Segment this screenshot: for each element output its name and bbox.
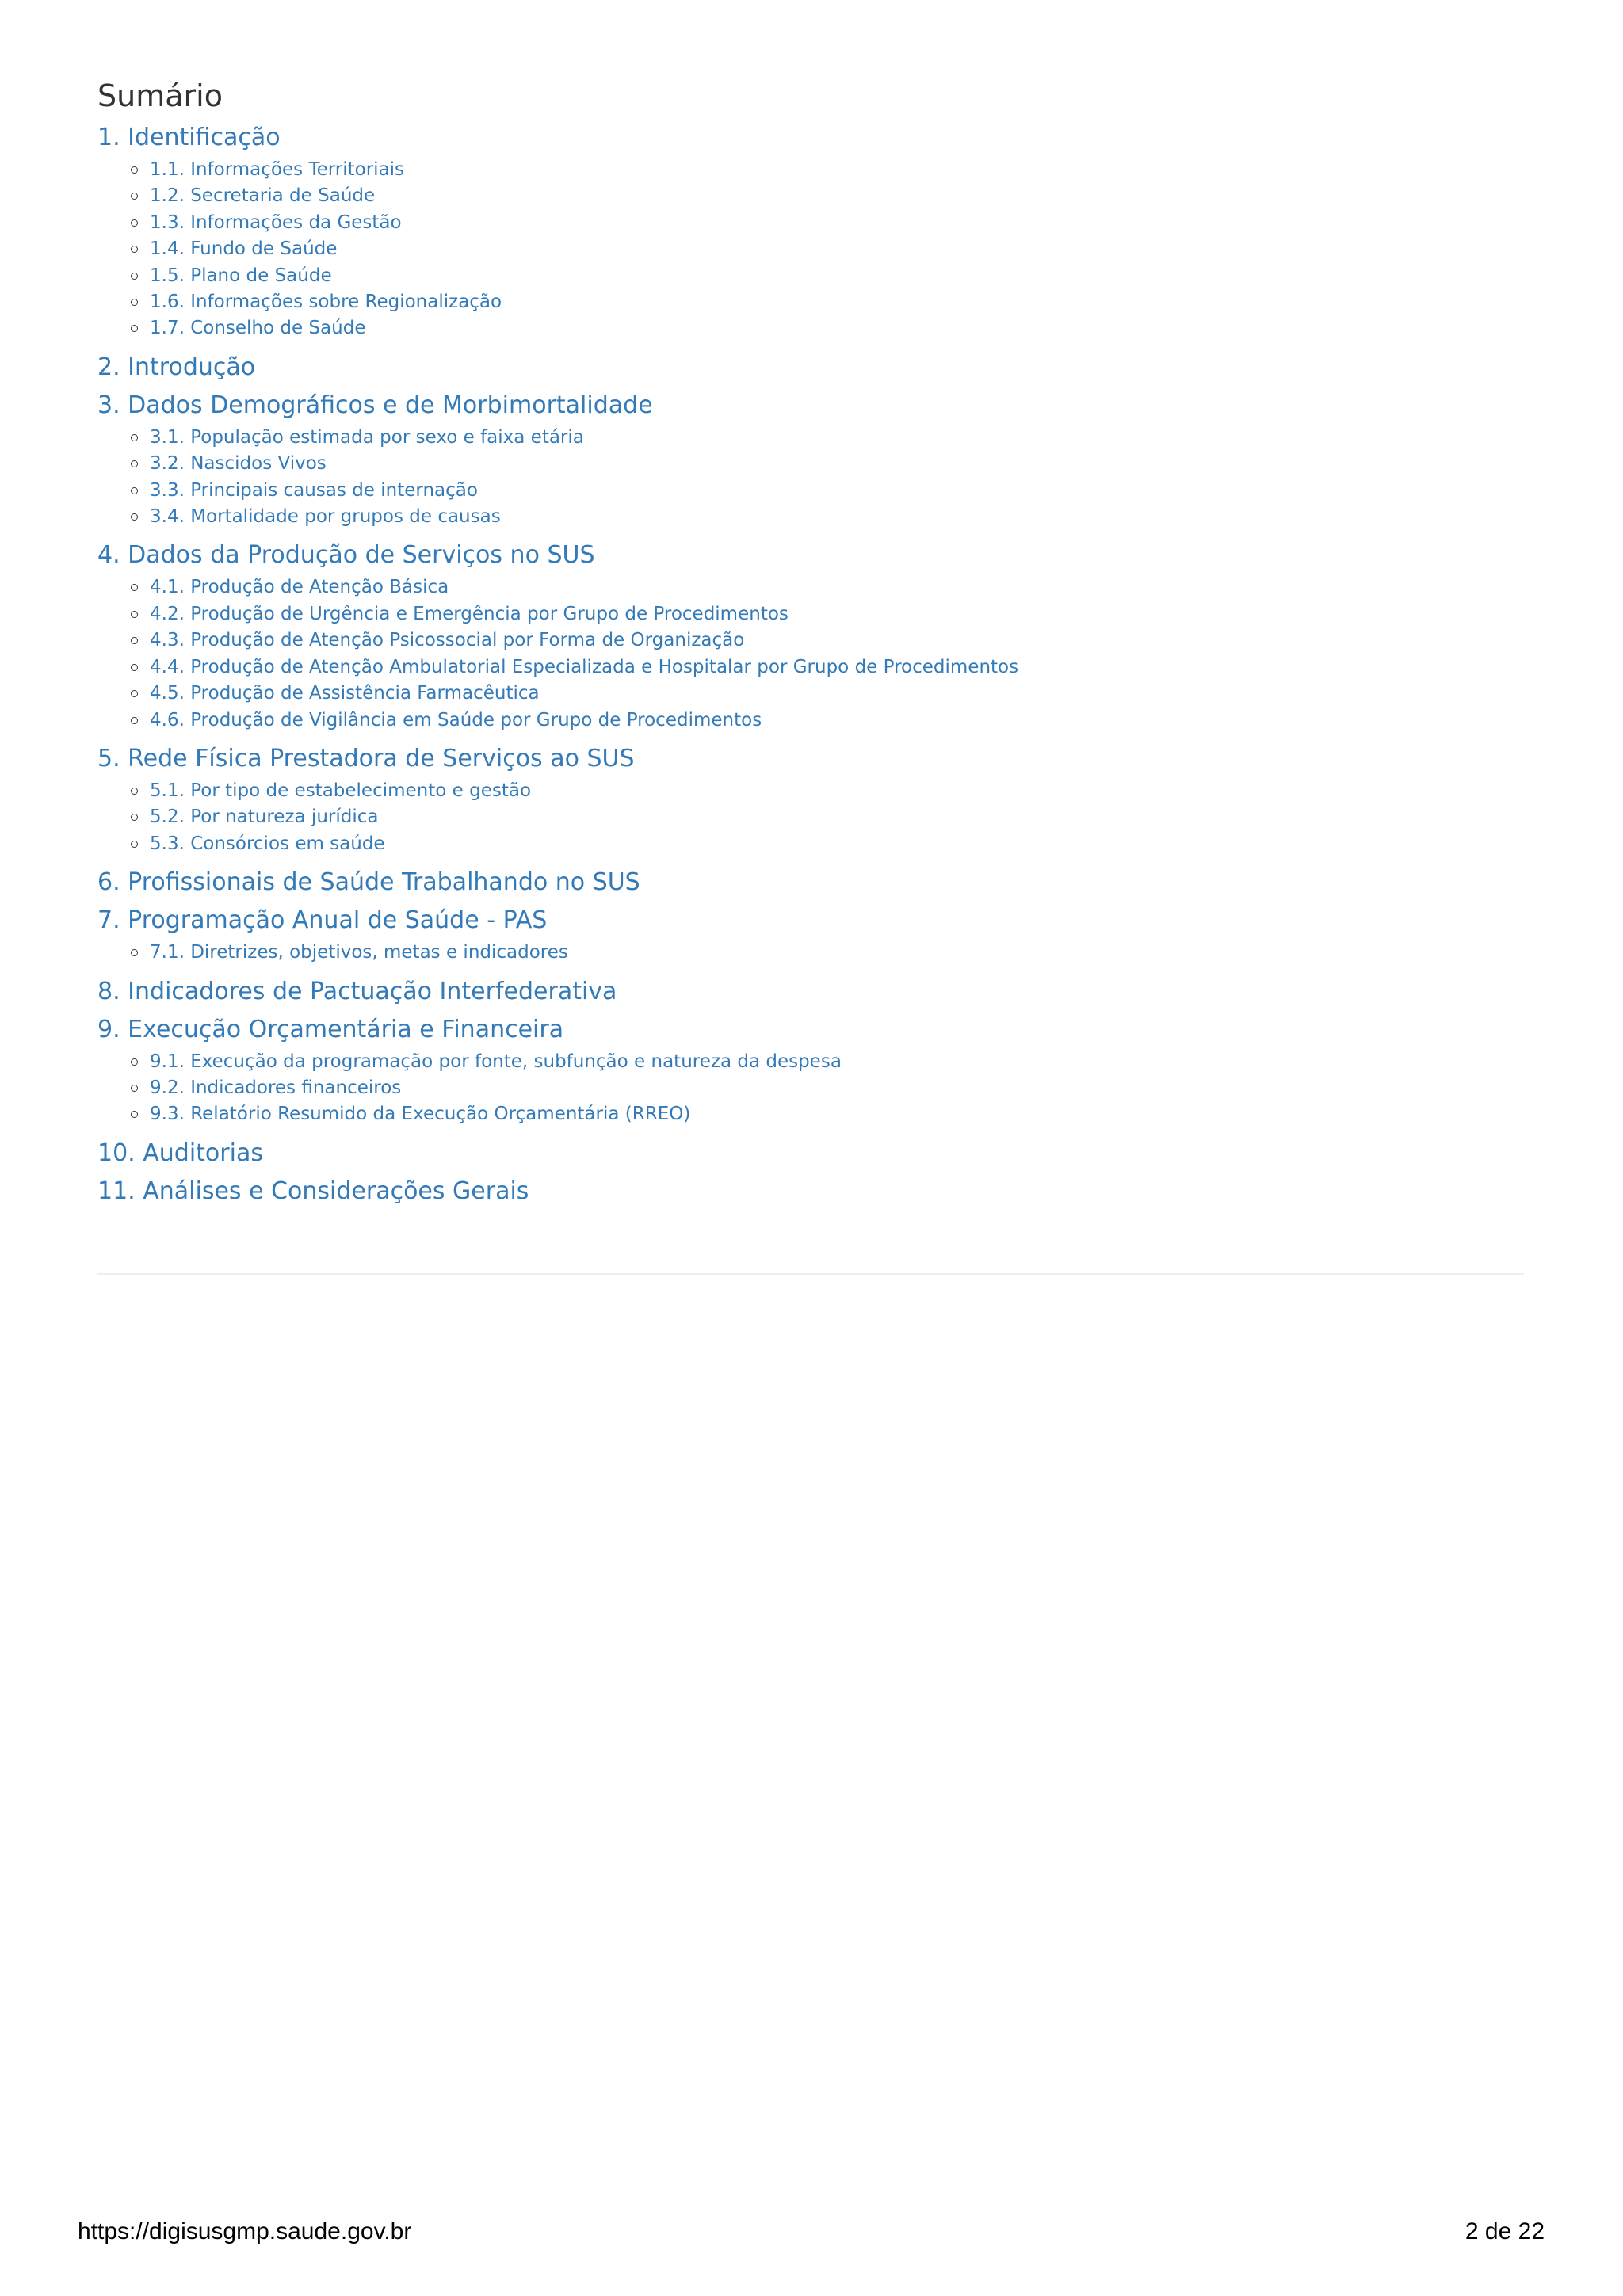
- circle-bullet-icon: [131, 487, 138, 494]
- toc-subitem-link[interactable]: 4.5. Produção de Assistência Farmacêutica: [150, 683, 540, 704]
- toc-sections: [97, 119, 1524, 1211]
- toc-section: [97, 740, 1524, 857]
- toc-subitem-link[interactable]: 9.3. Relatório Resumido da Execução Orçamentária (RREO): [150, 1104, 691, 1125]
- divider: [97, 1273, 1524, 1275]
- toc-section-link[interactable]: 8. Indicadores de Pactuação Interfederativa: [97, 977, 617, 1005]
- toc-subitem: [131, 804, 1524, 830]
- toc-subitem-link[interactable]: 7.1. Diretrizes, objetivos, metas e indicadores: [150, 942, 568, 963]
- toc-subitem-link[interactable]: 1.7. Conselho de Saúde: [150, 318, 366, 339]
- toc-subitem: [131, 1101, 1524, 1127]
- toc-subitem-link[interactable]: 9.2. Indicadores financeiros: [150, 1077, 402, 1098]
- toc-section: [97, 1011, 1524, 1128]
- circle-bullet-icon: [131, 788, 138, 795]
- toc-section-link[interactable]: 10. Auditorias: [97, 1138, 263, 1167]
- toc-subitem: [131, 707, 1524, 734]
- footer-url: https://digisusgmp.saude.gov.br: [78, 2218, 412, 2245]
- circle-bullet-icon: [131, 219, 138, 227]
- toc-subitem: [131, 831, 1524, 857]
- toc-subitem: [131, 601, 1524, 627]
- toc-subitem-link[interactable]: 9.1. Execução da programação por fonte, subfunção e natureza da despesa: [150, 1051, 842, 1072]
- toc-section: [97, 864, 1524, 902]
- circle-bullet-icon: [131, 1058, 138, 1066]
- toc-subitem: [131, 778, 1524, 804]
- toc-subitem-link[interactable]: 4.3. Produção de Atenção Psicossocial por Forma de Organização: [150, 630, 745, 651]
- toc-subitem: [131, 210, 1524, 236]
- toc-subitem-link[interactable]: 5.1. Por tipo de estabelecimento e gestão: [150, 780, 532, 801]
- toc-subitem: [131, 425, 1524, 451]
- toc-section: [97, 349, 1524, 387]
- circle-bullet-icon: [131, 664, 138, 671]
- circle-bullet-icon: [131, 246, 138, 253]
- toc-subitem-link[interactable]: 1.6. Informações sobre Regionalização: [150, 292, 502, 313]
- circle-bullet-icon: [131, 193, 138, 200]
- toc-subitem: [131, 289, 1524, 315]
- circle-bullet-icon: [131, 1111, 138, 1118]
- toc-subitem: [131, 1075, 1524, 1101]
- toc-subitem: [131, 236, 1524, 262]
- circle-bullet-icon: [131, 637, 138, 644]
- toc-title: Sumário: [97, 78, 223, 113]
- toc-section-link[interactable]: 5. Rede Física Prestadora de Serviços ao SUS: [97, 744, 635, 772]
- toc-subitem-link[interactable]: 1.3. Informações da Gestão: [150, 212, 402, 233]
- toc-subitem: [131, 157, 1524, 183]
- toc-section-link[interactable]: 1. Identificação: [97, 124, 281, 151]
- circle-bullet-icon: [131, 299, 138, 306]
- circle-bullet-icon: [131, 717, 138, 724]
- toc-subitem: [131, 940, 1524, 966]
- toc-subitem-link[interactable]: 1.5. Plano de Saúde: [150, 265, 332, 286]
- toc-section: [97, 536, 1524, 733]
- toc-subitem: [131, 451, 1524, 477]
- toc-subitem-link[interactable]: 3.3. Principais causas de internação: [150, 479, 478, 501]
- toc-subitem: [131, 1049, 1524, 1075]
- circle-bullet-icon: [131, 166, 138, 174]
- circle-bullet-icon: [131, 513, 138, 521]
- toc-subitem-link[interactable]: 5.3. Consórcios em saúde: [150, 833, 385, 854]
- circle-bullet-icon: [131, 273, 138, 280]
- toc-section: [97, 1173, 1524, 1211]
- toc-sublist: [97, 574, 1524, 733]
- toc-sublist: [97, 425, 1524, 531]
- page-number: 2 de 22: [1465, 2218, 1545, 2245]
- toc-subitem: [131, 183, 1524, 209]
- toc-subitem-link[interactable]: 4.6. Produção de Vigilância em Saúde por Grupo de Procedimentos: [150, 709, 762, 730]
- toc-subitem: [131, 654, 1524, 681]
- toc-subitem-link[interactable]: 1.1. Informações Territoriais: [150, 159, 405, 180]
- circle-bullet-icon: [131, 325, 138, 332]
- toc-section-link[interactable]: 2. Introdução: [97, 353, 256, 381]
- toc-section: [97, 387, 1524, 531]
- toc-subitem: [131, 315, 1524, 341]
- toc-section-link[interactable]: 3. Dados Demográficos e de Morbimortalidade: [97, 391, 653, 419]
- circle-bullet-icon: [131, 611, 138, 618]
- toc-sublist: [97, 157, 1524, 342]
- toc-subitem: [131, 681, 1524, 707]
- table-of-contents: [97, 74, 1524, 1211]
- toc-subitem-link[interactable]: 4.4. Produção de Atenção Ambulatorial Especializada e Hospitalar por Grupo de Procedimentos: [150, 656, 1019, 677]
- toc-sublist: [97, 940, 1524, 966]
- toc-subitem-link[interactable]: 5.2. Por natureza jurídica: [150, 807, 379, 828]
- toc-subitem: [131, 504, 1524, 530]
- toc-section-link[interactable]: 9. Execução Orçamentária e Financeira: [97, 1015, 564, 1043]
- toc-section-link[interactable]: 7. Programação Anual de Saúde - PAS: [97, 906, 548, 935]
- toc-subitem: [131, 627, 1524, 654]
- toc-subitem-link[interactable]: 4.1. Produção de Atenção Básica: [150, 577, 449, 598]
- toc-section: [97, 119, 1524, 342]
- toc-section: [97, 1135, 1524, 1173]
- toc-subitem-link[interactable]: 1.2. Secretaria de Saúde: [150, 185, 376, 207]
- circle-bullet-icon: [131, 690, 138, 697]
- toc-section: [97, 973, 1524, 1011]
- toc-section-link[interactable]: 11. Análises e Considerações Gerais: [97, 1177, 529, 1205]
- circle-bullet-icon: [131, 584, 138, 591]
- circle-bullet-icon: [131, 841, 138, 848]
- toc-sublist: [97, 1049, 1524, 1128]
- circle-bullet-icon: [131, 1085, 138, 1092]
- toc-subitem-link[interactable]: 3.1. População estimada por sexo e faixa etária: [150, 426, 584, 448]
- toc-subitem-link[interactable]: 4.2. Produção de Urgência e Emergência por Grupo de Procedimentos: [150, 603, 789, 624]
- circle-bullet-icon: [131, 460, 138, 467]
- circle-bullet-icon: [131, 814, 138, 821]
- toc-subitem: [131, 263, 1524, 289]
- toc-subitem-link[interactable]: 3.2. Nascidos Vivos: [150, 453, 327, 475]
- toc-subitem-link[interactable]: 3.4. Mortalidade por grupos de causas: [150, 506, 501, 528]
- circle-bullet-icon: [131, 434, 138, 441]
- toc-section-link[interactable]: 6. Profissionais de Saúde Trabalhando no SUS: [97, 868, 640, 897]
- toc-subitem-link[interactable]: 1.4. Fundo de Saúde: [150, 238, 338, 260]
- toc-section-link[interactable]: 4. Dados da Produção de Serviços no SUS: [97, 541, 595, 570]
- toc-section: [97, 902, 1524, 966]
- toc-subitem: [131, 478, 1524, 504]
- toc-sublist: [97, 778, 1524, 857]
- toc-subitem: [131, 574, 1524, 601]
- circle-bullet-icon: [131, 949, 138, 956]
